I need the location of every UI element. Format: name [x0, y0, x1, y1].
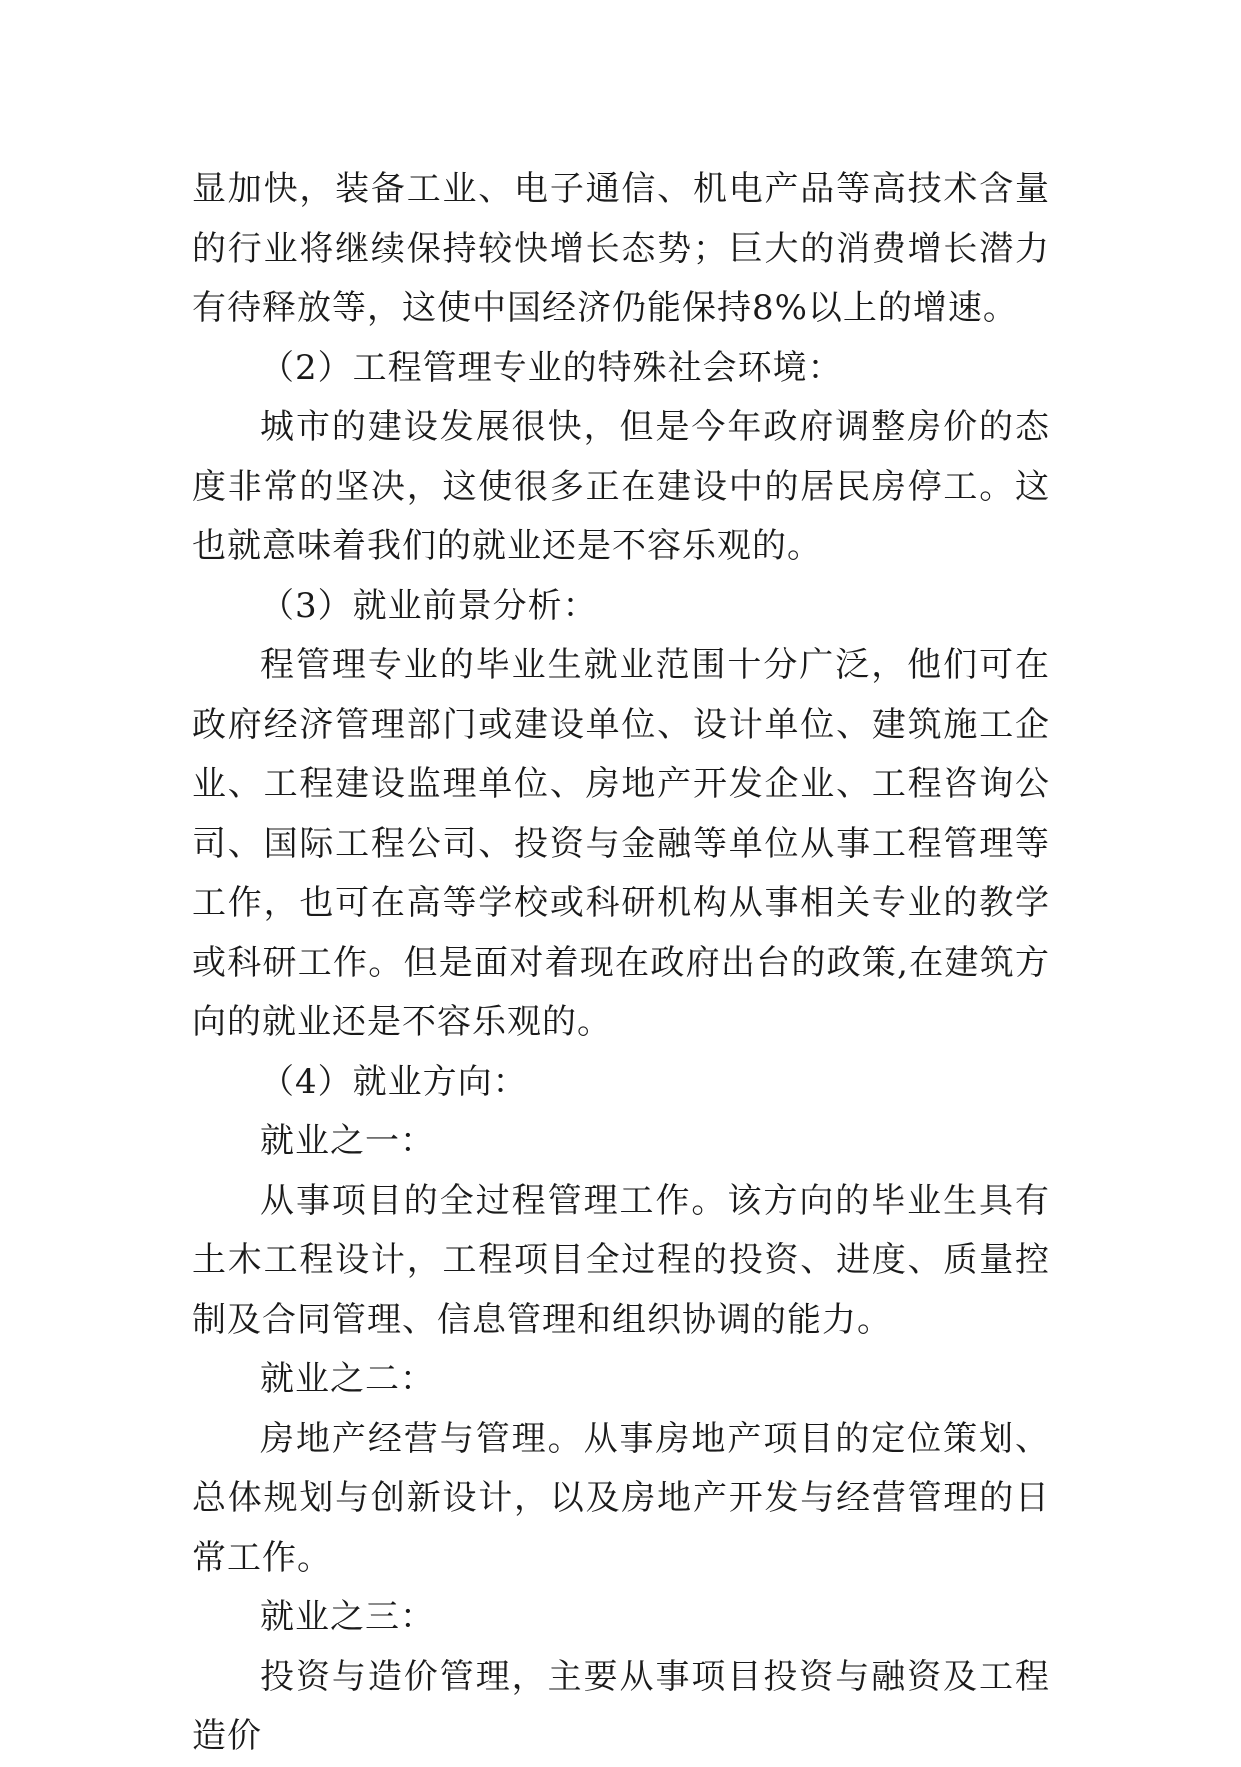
document-body	[192, 160, 1050, 1767]
heading-direction-two: 就业之二：	[260, 1359, 435, 1399]
heading-social-environment: （2）工程管理专业的特殊社会环境：	[260, 347, 843, 388]
paragraph-direction-two: 房地产经营与管理。从事房地产项目的定位策划、总体规划与创新设计，以及房地产开发与经营管理的日常工作。	[192, 1418, 1050, 1578]
heading-direction-three: 就业之三：	[260, 1597, 435, 1637]
paragraph-direction-three: 投资与造价管理，主要从事项目投资与融资及工程造价	[192, 1656, 1050, 1756]
heading-employment-prospects: （3）就业前景分析：	[260, 585, 598, 626]
paragraph-social-environment: 城市的建设发展很快，但是今年政府调整房价的态度非常的坚决，这使很多正在建设中的居民房停工。这也就意味着我们的就业还是不容乐观的。	[192, 407, 1050, 566]
heading-direction-one: 就业之一：	[260, 1121, 435, 1161]
paragraph-employment-prospects: 程管理专业的毕业生就业范围十分广泛，他们可在政府经济管理部门或建设单位、设计单位、建筑施工企业、工程建设监理单位、房地产开发企业、工程咨询公司、国际工程公司、投资与金融等单位从事工程管理等工作，也可在高等学校或科研机构从事相关专业的教学或科研工作。但是面对着现在政府出台的政策,在建筑方向的就业还是不容乐观的。	[192, 645, 1050, 1042]
paragraph-direction-one: 从事项目的全过程管理工作。该方向的毕业生具有土木工程设计，工程项目全过程的投资、进度、质量控制及合同管理、信息管理和组织协调的能力。	[192, 1180, 1050, 1340]
heading-employment-directions: （4）就业方向：	[260, 1061, 528, 1102]
paragraph-economy-continuation: 显加快，装备工业、电子通信、机电产品等高技术含量的行业将继续保持较快增长态势；巨大的消费增长潜力有待释放等，这使中国经济仍能保持8%以上的增速。	[192, 169, 1050, 328]
